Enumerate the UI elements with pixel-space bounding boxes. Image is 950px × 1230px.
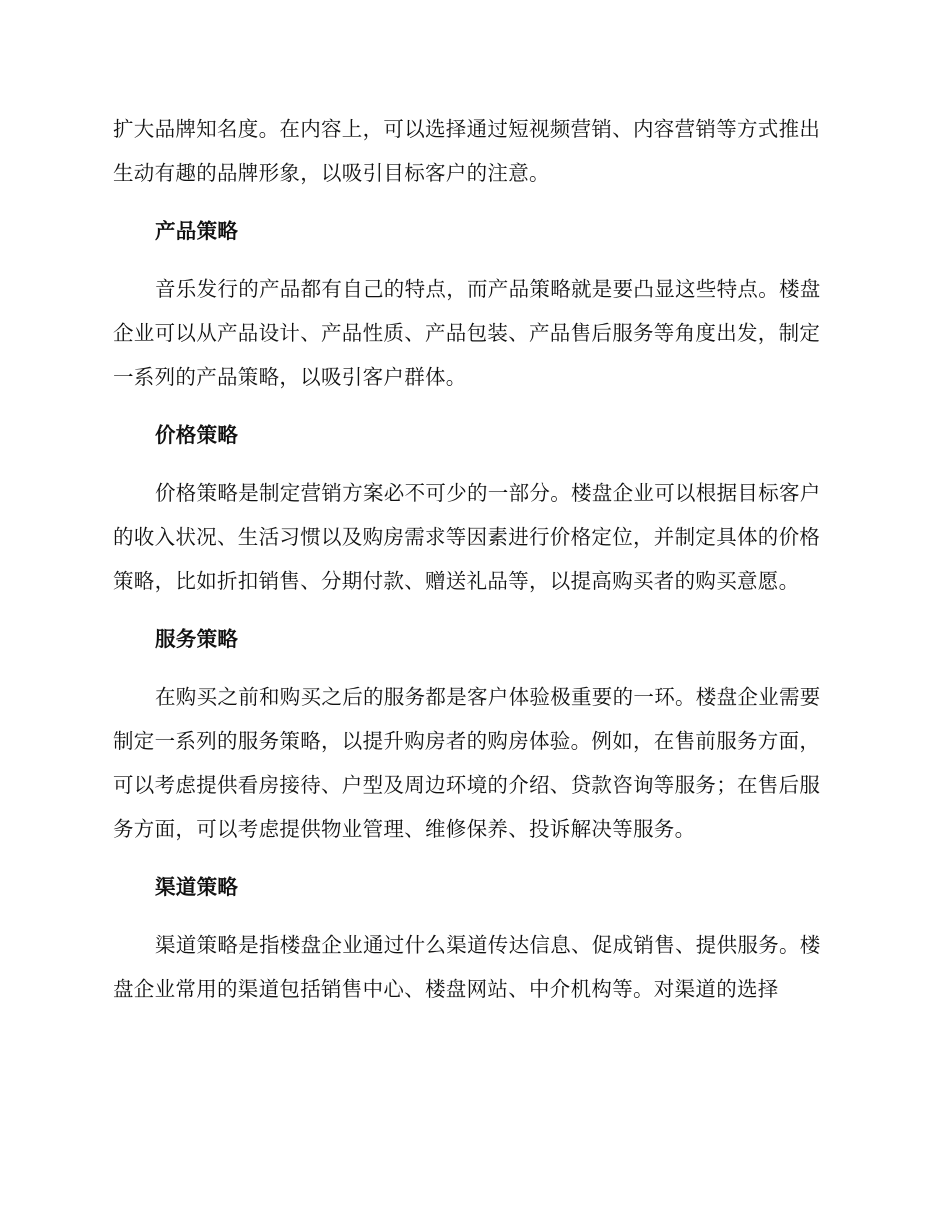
section-heading-product: 产品策略	[155, 219, 239, 243]
section-body-channel: 渠道策略是指楼盘企业通过什么渠道传达信息、促成销售、提供服务。楼盘企业常用的渠道包括销售中心、楼盘网站、中介机构等。对渠道的选择	[113, 933, 821, 1001]
intro-paragraph: 扩大品牌知名度。在内容上，可以选择通过短视频营销、内容营销等方式推出生动有趣的品牌形象，以吸引目标客户的注意。	[113, 117, 821, 185]
document-page	[113, 107, 833, 1011]
section-heading-price: 价格策略	[155, 423, 239, 447]
section-heading-channel: 渠道策略	[155, 875, 239, 899]
section-body-price: 价格策略是制定营销方案必不可少的一部分。楼盘企业可以根据目标客户的收入状况、生活习惯以及购房需求等因素进行价格定位，并制定具体的价格策略，比如折扣销售、分期付款、赠送礼品等，以提高购买者的购买意愿。	[113, 481, 821, 593]
section-heading-service: 服务策略	[155, 627, 239, 651]
section-body-service: 在购买之前和购买之后的服务都是客户体验极重要的一环。楼盘企业需要制定一系列的服务策略，以提升购房者的购房体验。例如，在售前服务方面，可以考虑提供看房接待、户型及周边环境的介绍、贷款咨询等服务；在售后服务方面，可以考虑提供物业管理、维修保养、投诉解决等服务。	[113, 685, 821, 841]
section-body-product: 音乐发行的产品都有自己的特点，而产品策略就是要凸显这些特点。楼盘企业可以从产品设计、产品性质、产品包装、产品售后服务等角度出发，制定一系列的产品策略，以吸引客户群体。	[113, 277, 821, 389]
